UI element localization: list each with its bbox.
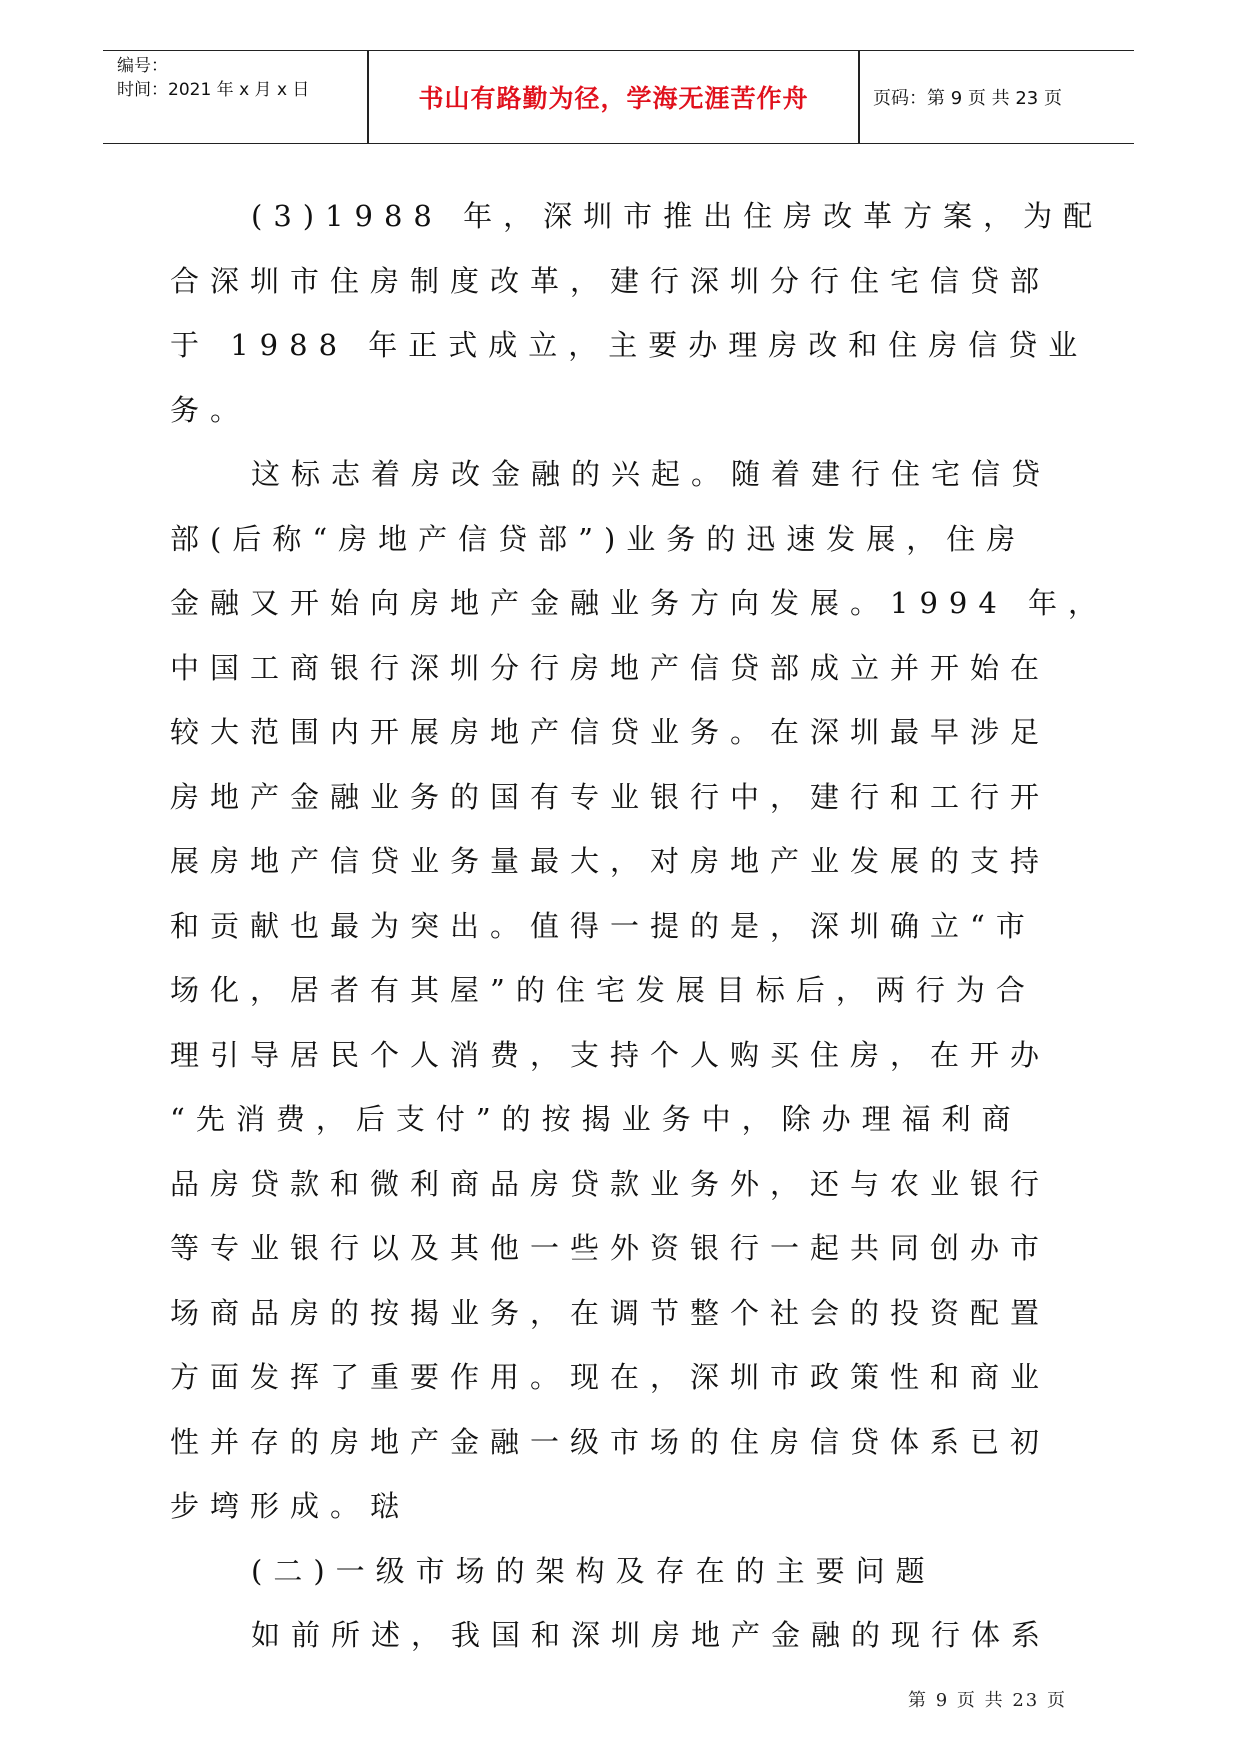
paragraph (170, 442, 1109, 1539)
header-divider (858, 51, 860, 143)
section-heading (170, 1539, 1070, 1604)
text-line: 如前所述，我国和深圳房地产金融的现行体系 (251, 1618, 1052, 1652)
text-line: 中国工商银行深圳分行房地产信贷部成立并开始在 (170, 650, 1051, 685)
text-line: 这标志着房改金融的兴起。随着建行住宅信贷 (251, 457, 1052, 491)
text-line: 方面发挥了重要作用。现在，深圳市政策性和商业 (170, 1360, 1051, 1394)
paragraph (170, 184, 1104, 442)
text-line: 场商品房的按揭业务，在调节整个社会的投资配置 (170, 1295, 1051, 1330)
paragraph (170, 1603, 1070, 1668)
header-motto: 书山有路勤为径，学海无涯苦作舟 (418, 84, 809, 113)
text-line: 务。 (170, 392, 251, 427)
text-line: 房地产金融业务的国有专业银行中，建行和工行开 (170, 779, 1051, 814)
page-header (103, 50, 1134, 144)
text-line: 部(后称“房地产信贷部”)业务的迅速发展，住房 (170, 521, 1027, 556)
text-line: 性并存的房地产金融一级市场的住房信贷体系已初 (170, 1424, 1051, 1459)
header-time-label: 时间：2021 年 x 月 x 日 (117, 80, 310, 100)
text-line: 合深圳市住房制度改革，建行深圳分行住宅信贷部 (170, 263, 1051, 298)
text-line: 场化，居者有其屋”的住宅发展目标后，两行为合 (170, 973, 1036, 1007)
header-number-label: 编号： (117, 56, 168, 76)
document-body (170, 184, 1109, 1668)
text-line: 步塆形成。琺 (170, 1489, 411, 1523)
text-line: “先消费，后支付”的按揭业务中，除办理福利商 (170, 1102, 1022, 1136)
header-meta (117, 54, 309, 102)
text-line: 较大范围内开展房地产信贷业务。在深圳最早涉足 (170, 715, 1051, 749)
text-line: 等专业银行以及其他一些外资银行一起共同创办市 (170, 1231, 1051, 1265)
page-footer: 第 9 页 共 23 页 (908, 1690, 1067, 1711)
text-line: 品房贷款和微利商品房贷款业务外，还与农业银行 (170, 1166, 1051, 1201)
text-line: 展房地产信贷业务量最大，对房地产业发展的支持 (170, 844, 1051, 878)
header-page-info: 页码：第 9 页 共 23 页 (873, 88, 1062, 109)
text-line: 理引导居民个人消费，支持个人购买住房，在开办 (170, 1037, 1051, 1072)
text-line: 金融又开始向房地产金融业务方向发展。1994 年， (170, 586, 1109, 620)
text-line: (二)一级市场的架构及存在的主要问题 (251, 1553, 936, 1588)
text-line: 和贡献也最为突出。值得一提的是，深圳确立“市 (170, 908, 1036, 943)
text-line: (3)1988 年，深圳市推出住房改革方案，为配 (251, 199, 1104, 233)
text-line: 于 1988 年正式成立，主要办理房改和住房信贷业 (170, 328, 1089, 362)
